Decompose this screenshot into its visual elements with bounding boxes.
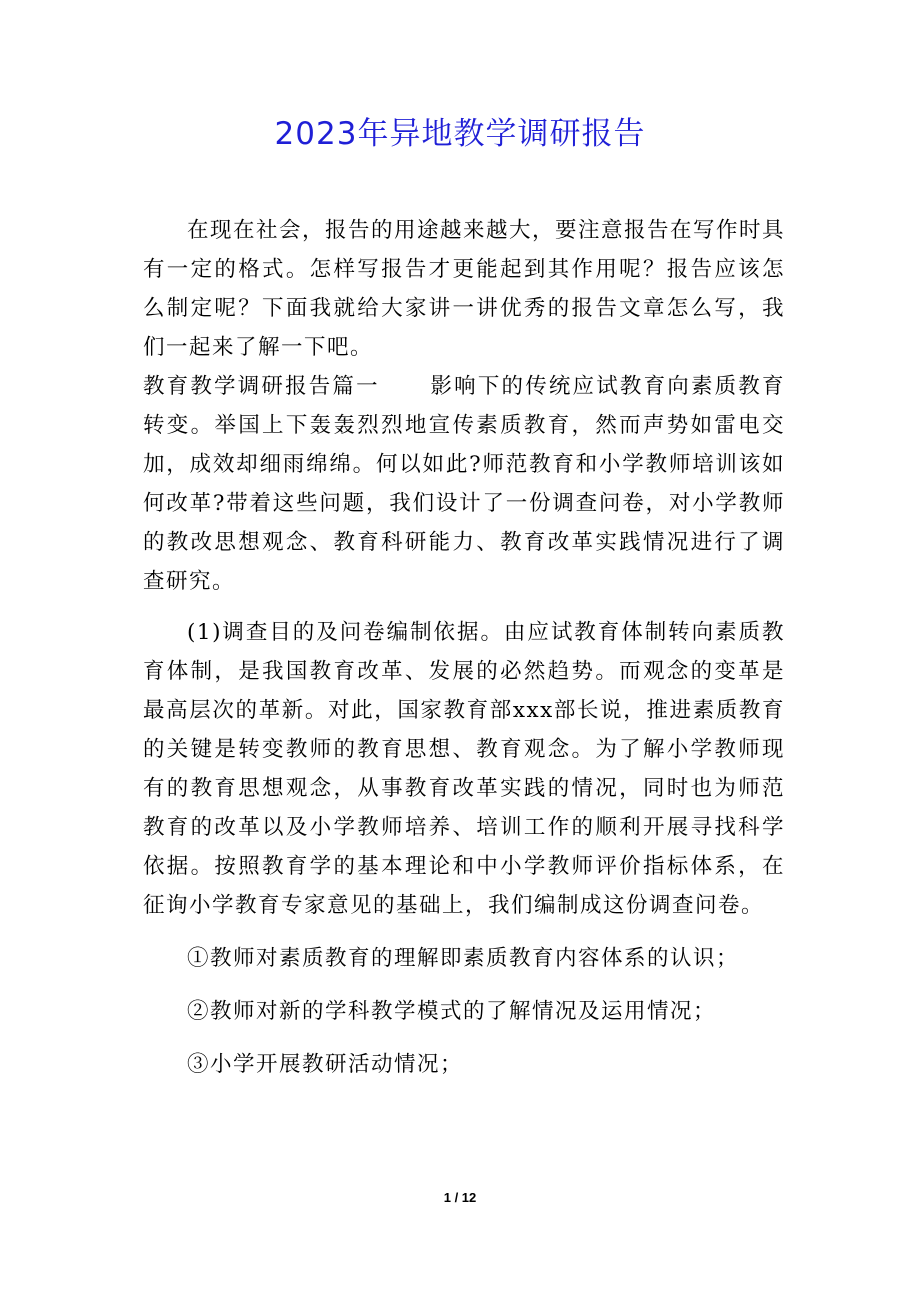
intro-paragraph: 在现在社会，报告的用途越来越大，要注意报告在写作时具有一定的格式。怎样写报告才更能起到其作用呢？报告应该怎么制定呢？下面我就给大家讲一讲优秀的报告文章怎么写，我们一起来了解一下吧。 — [143, 218, 786, 360]
document-body — [143, 211, 785, 1084]
list-item-1: ①教师对素质教育的理解即素质教育内容体系的认识； — [187, 946, 740, 971]
section-heading: 教育教学调研报告篇一 — [143, 374, 380, 399]
document-title: 2023年异地教学调研报告 — [274, 116, 646, 152]
section-text: 影响下的传统应试教育向素质教育转变。举国上下轰轰烈烈地宣传素质教育，然而声势如雷电交加，成效却细雨绵绵。何以如此?师范教育和小学教师培训该如何改革?带着这些问题，我们设计了一份调查问卷，对小学教师的教改思想观念、教育科研能力、教育改革实践情况进行了调查研究。 — [143, 374, 785, 594]
page-number: 1 / 12 — [443, 1190, 477, 1205]
section-paragraph — [143, 367, 785, 601]
list-item-2: ②教师对新的学科教学模式的了解情况及运用情况； — [187, 999, 717, 1024]
list-item-3: ③小学开展教研活动情况； — [187, 1052, 464, 1077]
paragraph-1: (1)调查目的及问卷编制依据。由应试教育体制转向素质教育体制，是我国教育改革、发展的必然趋势。而观念的变革是最高层次的革新。对此，国家教育部xxx部长说，推进素质教育的关键是转变教师的教育思想、教育观念。为了解小学教师现有的教育思想观念，从事教育改革实践的情况，同时也为师范教育的改革以及小学教师培养、培训工作的顺利开展寻找科学依据。按照教育学的基本理论和中小学教师评价指标体系，在征询小学教育专家意见的基础上，我们编制成这份调查问卷。 — [143, 620, 785, 918]
